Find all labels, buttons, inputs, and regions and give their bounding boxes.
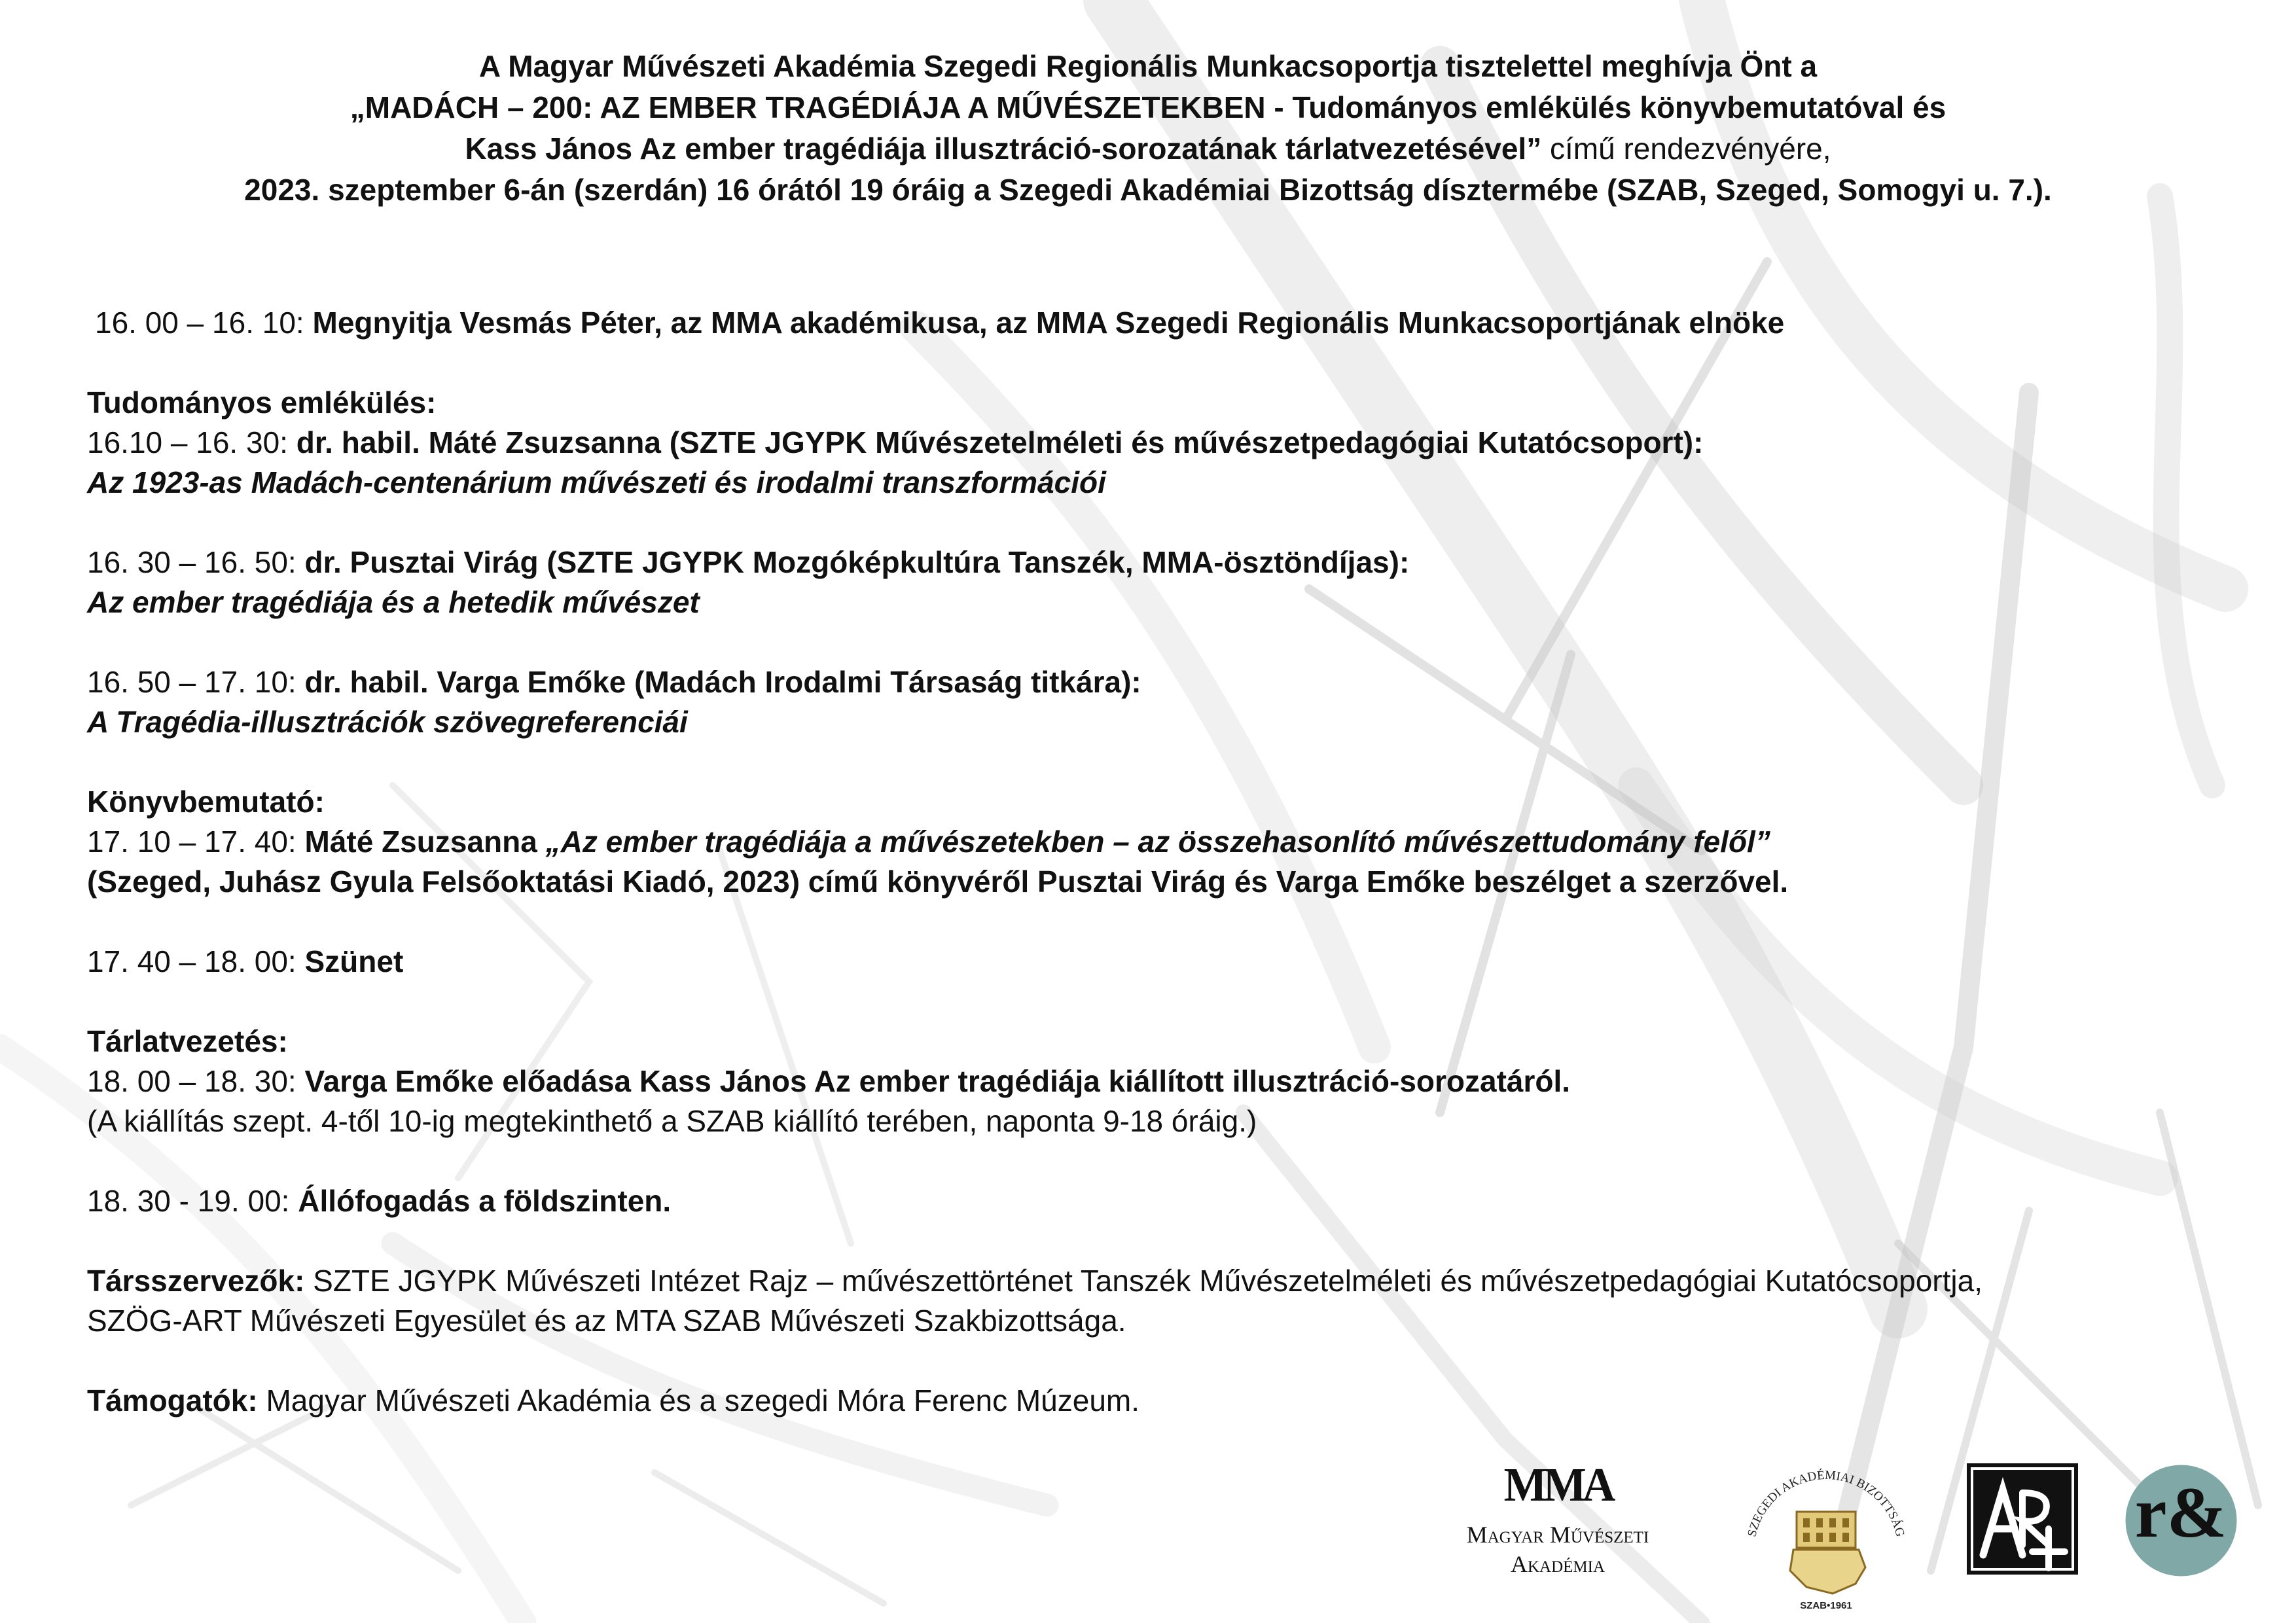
time-slot: 16. 30 – 16. 50: (87, 545, 305, 579)
talk-2-title (87, 582, 2247, 622)
program-talk-1 (87, 423, 2247, 463)
header-line-3-rest: című rendezvényére, (1541, 132, 1831, 166)
header-line-1: A Magyar Művészeti Akadémia Szegedi Regionális Munkacsoportja tisztelettel meghívja Önt a (478, 49, 1818, 83)
invitation-header (26, 46, 2270, 211)
time-slot: 17. 10 – 17. 40: (87, 825, 305, 859)
section-title-memorial (87, 383, 2247, 423)
reception-text: Állófogadás a földszinten. (298, 1184, 672, 1218)
section-title-tour (87, 1022, 2247, 1061)
talk-1-title (87, 463, 2247, 503)
speaker: dr. habil. Máté Zsuzsanna (SZTE JGYPK Művészetelméleti és művészetpedagógiai Kutatócsoport): (296, 425, 1704, 459)
mma-logo (1433, 1459, 1682, 1579)
mma-logo-mark: MMA (1503, 1459, 1612, 1512)
tour-text: Varga Emőke előadása Kass János Az ember tragédiája kiállított illusztráció-sorozatáról. (304, 1064, 1571, 1098)
mma-logo-line-2: Akadémia (1510, 1551, 1605, 1577)
art-logo-icon (1967, 1463, 2078, 1575)
coorganizers-label: Társszervezők: (87, 1264, 305, 1298)
talk-title: Az 1923-as Madách-centenárium művészeti és irodalmi transzformációi (87, 465, 1106, 499)
book-details (87, 862, 2247, 902)
header-line-3-bold: Kass János Az ember tragédiája illusztráció-sorozatának tárlatvezetésével” (465, 132, 1542, 166)
mma-logo-line-1: Magyar Művészeti (1466, 1522, 1649, 1548)
time-slot: 18. 00 – 18. 30: (87, 1064, 305, 1098)
time-slot: 17. 40 – 18. 00: (87, 944, 305, 978)
szab-logo (1728, 1453, 1924, 1616)
coorganizers-text: SZTE JGYPK Művészeti Intézet Rajz – művészettörténet Tanszék Művészetelméleti és művészetpedagógiai Kutatócsoportja, (304, 1264, 1982, 1298)
book-author: Máté Zsuzsanna (304, 825, 546, 859)
time-slot: 16. 50 – 17. 10: (87, 665, 305, 699)
section-title-book (87, 782, 2247, 822)
supporters (87, 1381, 2247, 1421)
program-tour (87, 1061, 2247, 1101)
book-details-text: (Szeged, Juhász Gyula Felsőoktatási Kiadó, 2023) című könyvéről Pusztai Virág és Varga Emőke beszélget a szerzővel. (87, 865, 1789, 899)
talk-3-title (87, 702, 2247, 742)
time-slot: 16. 00 – 16. 10: (95, 306, 313, 340)
supporters-text: Magyar Művészeti Akadémia és a szegedi Móra Ferenc Múzeum. (257, 1383, 1140, 1418)
rand-logo-text: r& (2134, 1472, 2227, 1552)
program-break (87, 942, 2247, 982)
szab-arc-text: SZEGEDI AKADÉMIAI BIZOTTSÁG (1745, 1468, 1907, 1539)
time-slot: 16.10 – 16. 30: (87, 425, 296, 459)
art-logo-text: ART (1967, 1463, 1968, 1464)
rand-logo (2124, 1463, 2238, 1578)
book-title: „Az ember tragédiája a művészetekben – az összehasonlító művészettudomány felől” (545, 825, 1770, 859)
program-opening (87, 303, 2247, 343)
szab-building-icon (1790, 1512, 1865, 1594)
opening-text: Megnyitja Vesmás Péter, az MMA akadémikusa, az MMA Szegedi Regionális Munkacsoportjának elnöke (312, 306, 1785, 340)
szab-year: SZAB•1961 (1800, 1600, 1852, 1611)
talk-title: A Tragédia-illusztrációk szövegreferenciái (87, 705, 688, 739)
header-line-2: „MADÁCH – 200: AZ EMBER TRAGÉDIÁJA A MŰVÉSZETEKBEN - Tudományos emlékülés könyvbemutatóval és (350, 90, 1946, 124)
speaker: dr. habil. Varga Emőke (Madách Irodalmi Társaság titkára): (304, 665, 1141, 699)
program-talk-3 (87, 662, 2247, 702)
szog-art-logo (1967, 1463, 2078, 1575)
coorganizers-line-2: SZÖG-ART Művészeti Egyesület és az MTA SZAB Művészeti Szakbizottsága. (87, 1304, 1126, 1338)
program-talk-2 (87, 543, 2247, 582)
section-title-text: Tárlatvezetés: (87, 1024, 288, 1058)
program-reception (87, 1181, 2247, 1221)
section-title-text: Könyvbemutató: (87, 785, 325, 819)
speaker: dr. Pusztai Virág (SZTE JGYPK Mozgóképkultúra Tanszék, MMA-ösztöndíjas): (304, 545, 1410, 579)
header-line-4: 2023. szeptember 6-án (szerdán) 16 órától 19 óráig a Szegedi Akadémiai Bizottság dísztermébe (SZAB, Szeged, Somogyi u. 7.). (244, 173, 2052, 207)
supporters-label: Támogatók: (87, 1383, 258, 1418)
break-text: Szünet (304, 944, 404, 978)
time-slot: 18. 30 - 19. 00: (87, 1184, 298, 1218)
program-book (87, 822, 2247, 862)
section-title-text: Tudományos emlékülés: (87, 385, 437, 419)
program-list (87, 303, 2247, 1421)
talk-title: Az ember tragédiája és a hetedik művészet (87, 585, 700, 619)
header-line-3 (26, 128, 2270, 169)
tour-note: (A kiállítás szept. 4-től 10-ig megtekinthető a SZAB kiállító terében, naponta 9-18 óráig.) (87, 1104, 1257, 1138)
coorganizers (87, 1261, 2247, 1301)
